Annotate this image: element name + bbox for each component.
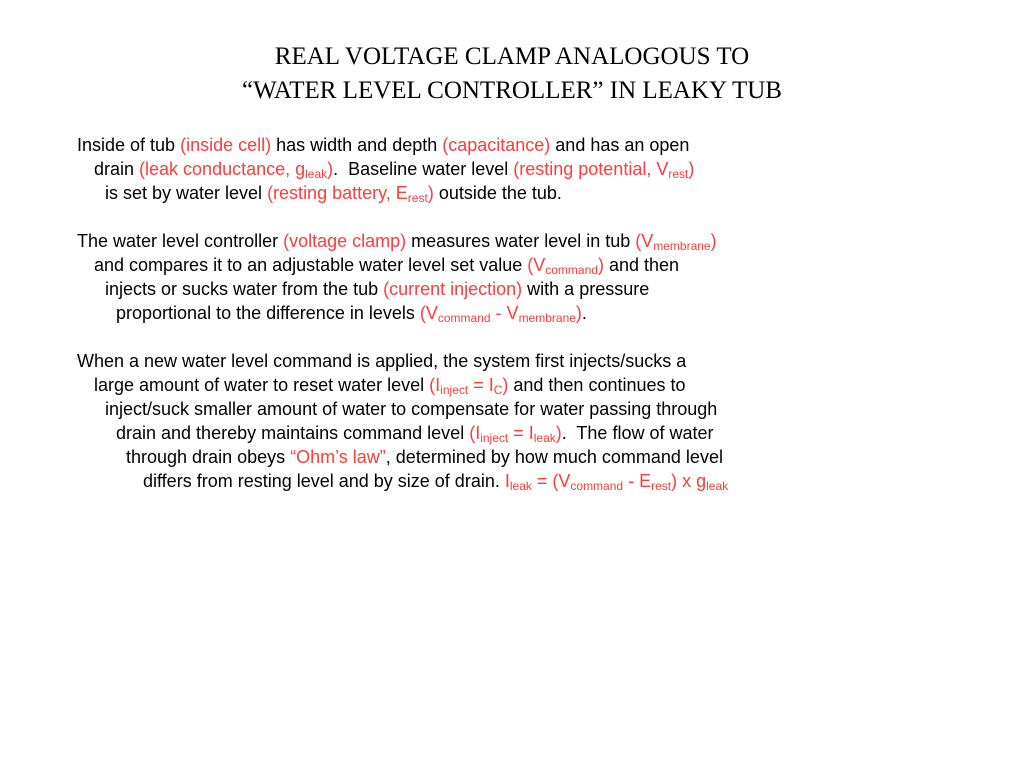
subscript: inject	[480, 431, 509, 445]
text: drain	[94, 159, 140, 179]
text: injects or sucks water from the tub	[105, 279, 384, 299]
text: and then continues to	[508, 375, 686, 395]
subscript: rest	[668, 167, 689, 181]
p3-line-1	[77, 349, 686, 373]
subscript: membrane	[653, 239, 711, 253]
highlight	[429, 375, 508, 395]
text: with a pressure	[522, 279, 650, 299]
highlight	[513, 159, 694, 179]
highlight: (inside cell)	[180, 135, 272, 155]
highlight-text: )	[555, 423, 562, 443]
highlight-text: )	[597, 255, 604, 275]
text: measures water level in tub	[406, 231, 636, 251]
subscript: command	[545, 263, 598, 277]
text: inject/suck smaller amount of water to compensate for water passing through	[105, 399, 718, 419]
text: When a new water level command is applied, the system first injects/sucks a	[77, 351, 687, 371]
title-line-1: REAL VOLTAGE CLAMP ANALOGOUS TO	[274, 43, 750, 70]
p1-line-3	[105, 181, 562, 205]
text: and compares it to an adjustable water level set value	[94, 255, 528, 275]
text: , determined by how much command level	[385, 447, 723, 467]
text: The water level controller	[77, 231, 284, 251]
highlight-text: )	[710, 231, 717, 251]
p2-line-4	[116, 301, 587, 325]
highlight-text: )	[427, 183, 434, 203]
text: differs from resting level and by size of drain.	[143, 471, 505, 491]
highlight: (voltage clamp)	[283, 231, 407, 251]
highlight	[420, 303, 582, 323]
highlight	[635, 231, 716, 251]
text: Inside of tub	[77, 135, 181, 155]
highlight	[527, 255, 604, 275]
p3-line-5	[126, 445, 723, 469]
subscript: rest	[651, 479, 672, 493]
subscript: command	[437, 311, 491, 325]
highlight-text: )	[688, 159, 695, 179]
highlight-text: = I	[468, 375, 494, 395]
highlight-text: ) x g	[671, 471, 707, 491]
text: is set by water level	[105, 183, 268, 203]
ohms-law-equation	[505, 471, 728, 491]
p3-line-3	[105, 397, 717, 421]
highlight	[267, 183, 434, 203]
subscript: leak	[509, 479, 532, 493]
highlight-text: (I	[469, 423, 481, 443]
text: . Baseline water level	[333, 159, 514, 179]
p3-line-2	[94, 373, 686, 397]
highlight: (capacitance)	[442, 135, 551, 155]
text: and has an open	[550, 135, 690, 155]
highlight-text: I	[504, 471, 510, 491]
p1-line-1	[77, 133, 689, 157]
highlight-text: (resting battery, E	[267, 183, 408, 203]
text: proportional to the difference in levels	[116, 303, 420, 323]
highlight-text: )	[575, 303, 582, 323]
highlight-text: (V	[635, 231, 654, 251]
subscript: membrane	[518, 311, 576, 325]
highlight-text: - E	[623, 471, 652, 491]
text: .	[581, 303, 587, 323]
highlight-text: (leak conductance, g	[139, 159, 306, 179]
text: . The flow of water	[561, 423, 714, 443]
highlight-text: )	[502, 375, 509, 395]
highlight-text: - V	[490, 303, 519, 323]
subscript: C	[493, 383, 503, 397]
p2-line-2	[94, 253, 679, 277]
subscript: command	[570, 479, 624, 493]
text: drain and thereby maintains command level	[116, 423, 470, 443]
subscript: rest	[407, 191, 428, 205]
p3-line-6	[143, 469, 728, 493]
highlight-text: = I	[508, 423, 534, 443]
p3-line-4	[116, 421, 713, 445]
p2-line-1	[77, 229, 717, 253]
subscript: leak	[305, 167, 328, 181]
subscript: leak	[533, 431, 556, 445]
text: outside the tub.	[433, 183, 562, 203]
subscript: leak	[706, 479, 729, 493]
highlight: “Ohm’s law”	[290, 447, 386, 467]
highlight-text: (resting potential, V	[513, 159, 669, 179]
highlight-text: (V	[419, 303, 438, 323]
title-line-2: “WATER LEVEL CONTROLLER” IN LEAKY TUB	[242, 77, 782, 104]
highlight: (current injection)	[383, 279, 523, 299]
text: and then	[603, 255, 680, 275]
highlight-text: )	[327, 159, 334, 179]
highlight-text: = (V	[531, 471, 571, 491]
highlight	[469, 423, 562, 443]
p1-line-2	[94, 157, 694, 181]
subscript: inject	[440, 383, 469, 397]
highlight-text: (V	[527, 255, 546, 275]
p2-line-3	[105, 277, 649, 301]
text: through drain obeys	[126, 447, 291, 467]
highlight-text: (I	[429, 375, 441, 395]
text: large amount of water to reset water level	[94, 375, 430, 395]
highlight	[139, 159, 333, 179]
text: has width and depth	[271, 135, 443, 155]
